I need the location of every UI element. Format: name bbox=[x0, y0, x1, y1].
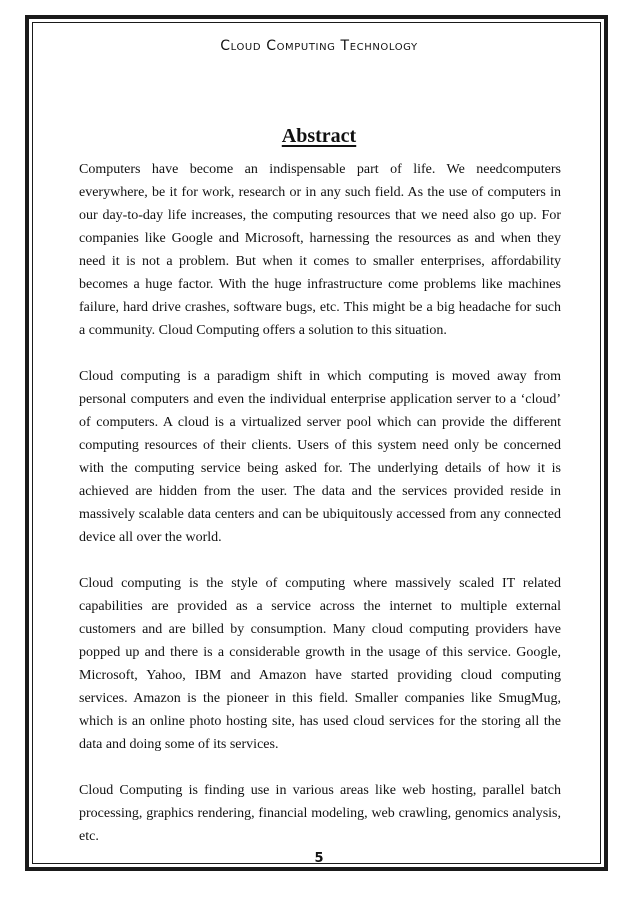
paragraph-4: Cloud Computing is finding use in various areas like web hosting, parallel batch processing, graphics rendering, financial modeling, web crawling, genomics analysis, etc. bbox=[79, 783, 561, 844]
page-number: 5 bbox=[314, 851, 324, 866]
section-heading: Abstract bbox=[281, 125, 357, 147]
paragraph-2: Cloud computing is a paradigm shift in which computing is moved away from personal computers and even the individual enterprise application server to a ‘cloud’ of computers. A cloud is a virtualized server pool which can provide the different computing resources of their clients. Users of this system need only be concerned with the computing service being asked for. The underlying details of how it is achieved are hidden from the user. The data and the services provided reside in massively scalable data centers and can be ubiquitously accessed from any connected device all over the world. bbox=[79, 369, 561, 545]
abstract-body bbox=[79, 158, 561, 848]
paragraph-3: Cloud computing is the style of computing where massively scaled IT related capabilities are provided as a service across the internet to multiple external customers and are billed by consumption. Many cloud computing providers have popped up and there is a considerable growth in the usage of this service. Google, Microsoft, Yahoo, IBM and Amazon have started providing cloud computing services. Amazon is the pioneer in this field. Smaller companies like SmugMug, which is an online photo hosting site, has used cloud services for the storing all the data and doing some of its services. bbox=[79, 576, 561, 752]
running-header: Cloud Computing Technology bbox=[220, 38, 418, 54]
paragraph-1: Computers have become an indispensable part of life. We needcomputers everywhere, be it for work, research or in any such field. As the use of computers in our day-to-day life increases, the computing resources that we need also go up. For companies like Google and Microsoft, harnessing the resources as and when they need it is not a problem. But when it comes to smaller enterprises, affordability becomes a huge factor. With the huge infrastructure come problems like machines failure, hard drive crashes, software bugs, etc. This might be a big headache for such a community. Cloud Computing offers a solution to this situation. bbox=[79, 162, 561, 338]
